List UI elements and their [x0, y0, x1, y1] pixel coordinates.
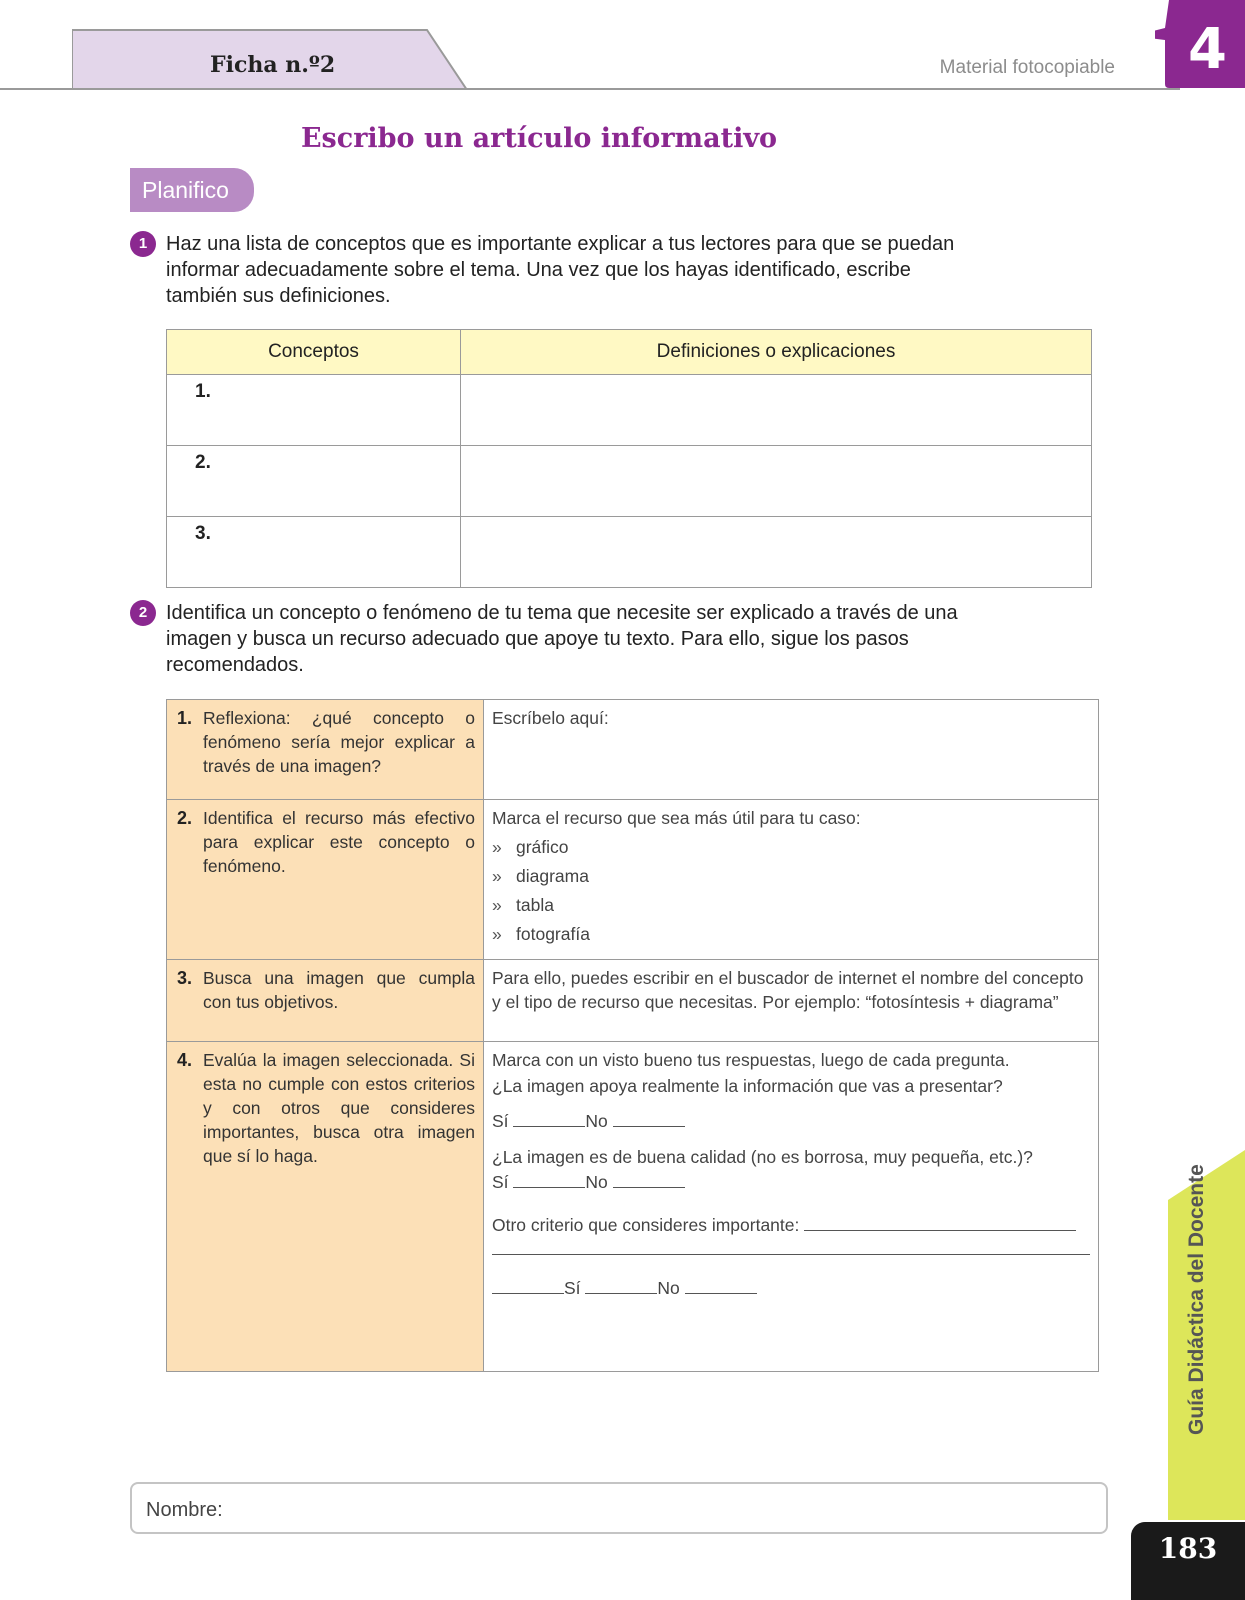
- page-title: Escribo un artículo informativo: [300, 123, 778, 154]
- table-row: [167, 446, 1092, 517]
- nombre-field[interactable]: [130, 1482, 1108, 1534]
- option-label: tabla: [516, 895, 554, 915]
- option-label: fotografía: [516, 924, 590, 944]
- step-1-cell: [167, 700, 484, 800]
- step-2-cell: [167, 800, 484, 960]
- table-row: [167, 1042, 1099, 1372]
- table-row: [167, 700, 1099, 800]
- step-3-cell: [167, 960, 484, 1042]
- table-row: [167, 800, 1099, 960]
- other-criterion-blank-2[interactable]: [492, 1253, 1090, 1255]
- no-label: No: [585, 1111, 608, 1131]
- steps-table: [166, 699, 1099, 1372]
- si-blank-2[interactable]: [513, 1169, 585, 1188]
- step-4-answer-cell: [484, 1042, 1099, 1372]
- step-4-cell: [167, 1042, 484, 1372]
- definition-cell-3[interactable]: [461, 517, 1092, 588]
- step-1-number: 1.: [177, 708, 193, 728]
- step-1-text: Reflexiona: ¿qué concepto o fenómeno sería mejor explicar a través de una imagen?: [203, 708, 475, 776]
- criterion-blank-3[interactable]: [492, 1275, 564, 1294]
- page-number: 183: [1158, 1532, 1218, 1565]
- table-row: [167, 960, 1099, 1042]
- evaluation-question-2: ¿La imagen es de buena calidad (no es borrosa, muy pequeña, etc.)?: [492, 1147, 1033, 1167]
- header-divider: [0, 88, 1180, 90]
- evaluation-question-1: ¿La imagen apoya realmente la información que vas a presentar?: [492, 1076, 1003, 1096]
- nombre-label: Nombre:: [146, 1499, 223, 1521]
- table-row: [167, 375, 1092, 446]
- si-label: Sí: [492, 1111, 509, 1131]
- answer-line-1: [492, 1108, 1090, 1133]
- resource-option-grafico[interactable]: [492, 835, 1090, 859]
- step-1-answer-cell[interactable]: [484, 700, 1099, 800]
- si-blank-3[interactable]: [585, 1275, 657, 1294]
- bullet-raquo: »: [492, 837, 502, 857]
- material-fotocopiable-label: Material fotocopiable: [939, 57, 1115, 78]
- resource-intro: Marca el recurso que sea más útil para tu caso:: [492, 808, 861, 828]
- question-2-text: Identifica un concepto o fenómeno de tu tema que necesite ser explicado a través de una imagen y busca un recurso adecuado que apoye tu texto. Para ello, sigue los pasos recomendados.: [166, 602, 958, 676]
- step-3-number: 3.: [177, 968, 193, 988]
- side-label-guia: Guía Didáctica del Docente: [1185, 1164, 1208, 1435]
- no-label: No: [657, 1278, 680, 1298]
- table-header-definiciones: Definiciones o explicaciones: [461, 330, 1092, 375]
- no-blank-3[interactable]: [685, 1275, 757, 1294]
- concept-cell-1[interactable]: 1.: [167, 375, 461, 446]
- other-criterion-blank[interactable]: [804, 1212, 1076, 1231]
- table-row: [167, 517, 1092, 588]
- concepts-table: [166, 329, 1092, 588]
- si-label: Sí: [564, 1278, 581, 1298]
- concept-cell-2[interactable]: 2.: [167, 446, 461, 517]
- question-1-number-badge: 1: [130, 231, 156, 257]
- step-4-number: 4.: [177, 1050, 193, 1070]
- other-criterion-line: [492, 1212, 1090, 1237]
- question-1-text: Haz una lista de conceptos que es importante explicar a tus lectores para que se puedan informar adecuadamente sobre el tema. Una vez que los hayas identificado, escribe también sus definiciones.: [166, 233, 955, 307]
- ficha-title: Ficha n.º2: [210, 52, 336, 78]
- resource-option-diagrama[interactable]: [492, 864, 1090, 888]
- unit-number: 4: [1188, 17, 1227, 82]
- search-tip: Para ello, puedes escribir en el buscador de internet el nombre del concepto y el tipo de recurso que necesitas. Por ejemplo: “fotosíntesis + diagrama”: [492, 968, 1084, 1012]
- no-blank-1[interactable]: [613, 1108, 685, 1127]
- option-label: gráfico: [516, 837, 569, 857]
- step-2-number: 2.: [177, 808, 193, 828]
- concept-cell-3[interactable]: 3.: [167, 517, 461, 588]
- definition-cell-2[interactable]: [461, 446, 1092, 517]
- no-blank-2[interactable]: [613, 1169, 685, 1188]
- resource-option-fotografia[interactable]: [492, 922, 1090, 946]
- section-label-planifico: Planifico: [130, 168, 254, 212]
- step-2-answer-cell: [484, 800, 1099, 960]
- option-label: diagrama: [516, 866, 589, 886]
- si-label: Sí: [492, 1172, 509, 1192]
- step-4-text: Evalúa la imagen seleccionada. Si esta no cumple con estos criterios y con otros que consideres importantes, busca otra imagen que sí lo haga.: [203, 1050, 475, 1166]
- answer-line-2: [492, 1169, 1090, 1194]
- bullet-raquo: »: [492, 924, 502, 944]
- step-2-text: Identifica el recurso más efectivo para explicar este concepto o fenómeno.: [203, 808, 475, 876]
- other-criterion-label: Otro criterio que consideres importante:: [492, 1215, 800, 1235]
- step-3-text: Busca una imagen que cumpla con tus objetivos.: [203, 968, 475, 1012]
- step-3-answer-cell: [484, 960, 1099, 1042]
- definition-cell-1[interactable]: [461, 375, 1092, 446]
- bullet-raquo: »: [492, 895, 502, 915]
- no-label: No: [585, 1172, 608, 1192]
- bullet-raquo: »: [492, 866, 502, 886]
- escribelo-label: Escríbelo aquí:: [492, 708, 609, 728]
- answer-line-3: [492, 1275, 1090, 1300]
- table-header-conceptos: Conceptos: [167, 330, 461, 375]
- resource-option-tabla[interactable]: [492, 893, 1090, 917]
- si-blank-1[interactable]: [513, 1108, 585, 1127]
- evaluation-intro: Marca con un visto bueno tus respuestas, luego de cada pregunta.: [492, 1050, 1010, 1070]
- question-2-number-badge: 2: [130, 600, 156, 626]
